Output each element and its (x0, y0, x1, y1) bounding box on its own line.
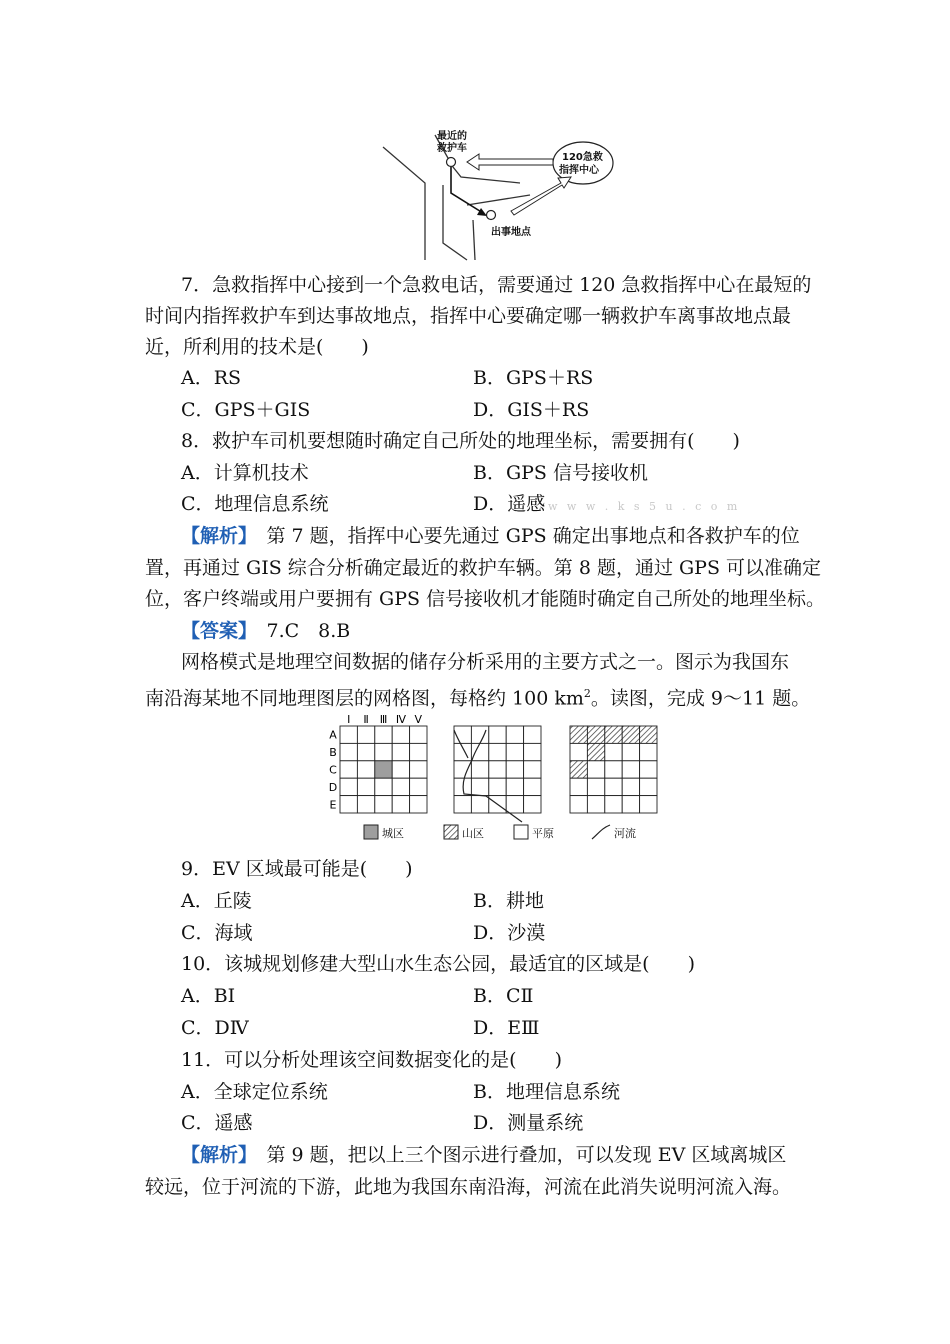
grid-cell-mountain (605, 726, 622, 743)
q9-option-a: A．丘陵 (181, 890, 252, 912)
grid-cell (410, 726, 427, 743)
q9-option-b: B．耕地 (473, 890, 544, 912)
grid-cell (605, 796, 622, 813)
grid-cell (375, 726, 392, 743)
road-line (383, 147, 425, 260)
q8-option-c: C．地理信息系统 (181, 493, 329, 515)
grid-cell (622, 761, 639, 778)
grid-cell (471, 743, 488, 760)
grid-cell (471, 796, 488, 813)
row-label: B (329, 746, 337, 760)
q10-option-c: C．DⅣ (181, 1017, 249, 1039)
grid-cell (471, 761, 488, 778)
center-label-line2: 指挥中心 (559, 165, 599, 176)
grid-cell-mountain (587, 743, 604, 760)
q8-option-d: D．遥感 (473, 493, 546, 515)
grid-cell (622, 743, 639, 760)
grid-cell (375, 796, 392, 813)
grid-cell (587, 761, 604, 778)
grid-cell (340, 796, 357, 813)
legend-river-swatch (592, 825, 610, 839)
analysis-tag: 【解析】 (181, 525, 248, 547)
accident-label: 出事地点 (491, 227, 531, 238)
grid-cell (506, 796, 523, 813)
column-label: Ⅱ (363, 713, 369, 726)
grid-cell (454, 796, 471, 813)
grid-cell (570, 796, 587, 813)
analysis1-line1 (181, 524, 800, 548)
grid-cell (340, 761, 357, 778)
intro-line2 (145, 682, 810, 710)
analysis2-line1 (181, 1143, 786, 1167)
grid-cell (506, 761, 523, 778)
grid-cell (622, 778, 639, 795)
intro-line1: 网格模式是地理空间数据的储存分析采用的主要方式之一。图示为我国东 (181, 651, 790, 673)
grid-cell (524, 726, 541, 743)
grid-cell (357, 778, 374, 795)
grid-cell (605, 743, 622, 760)
q7-option-c: C．GPS＋GIS (181, 399, 311, 421)
grid-cell-mountain (622, 726, 639, 743)
road-line (467, 195, 530, 205)
q10-option-b: B．CⅡ (473, 985, 534, 1007)
grid-cell (392, 761, 409, 778)
q7-line2: 时间内指挥救护车到达事故地点，指挥中心要确定哪一辆救护车离事故地点最 (145, 305, 792, 327)
column-label: Ⅳ (395, 713, 406, 726)
column-label: Ⅴ (414, 713, 423, 726)
analysis2-text: 第 9 题，把以上三个图示进行叠加，可以发现 EV 区域离城区 (247, 1144, 787, 1166)
grid-cell (524, 778, 541, 795)
q10-option-a: A．BⅠ (181, 985, 236, 1007)
grid-cell (570, 743, 587, 760)
q11-line1: 11．可以分析处理该空间数据变化的是( ) (181, 1049, 563, 1071)
answer-tag: 【答案】 (181, 620, 248, 642)
q8-option-b: B．GPS 信号接收机 (473, 462, 648, 484)
analysis1-line3: 位，客户终端或用户要拥有 GPS 信号接收机才能随时确定自己所处的地理坐标。 (145, 588, 826, 610)
q7-line3: 近，所利用的技术是( ) (145, 336, 369, 358)
q7-line1: 7．急救指挥中心接到一个急救电话，需要通过 120 急救指挥中心在最短的 (181, 274, 812, 296)
grid-cell (471, 726, 488, 743)
legend-river-label: 河流 (614, 827, 636, 840)
grid-cell (605, 761, 622, 778)
q8-option-a: A．计算机技术 (181, 462, 309, 484)
grid-cell (410, 778, 427, 795)
analysis1-line2: 置，再通过 GIS 综合分析确定最近的救护车辆。第 8 题，通过 GPS 可以准确定 (145, 557, 822, 579)
grid-cell (640, 778, 657, 795)
q9-option-d: D．沙漠 (473, 922, 546, 944)
grid-cell-mountain (570, 761, 587, 778)
q11-option-a: A．全球定位系统 (181, 1081, 328, 1103)
grid-cell (357, 796, 374, 813)
grid-cell (489, 726, 506, 743)
grid-cell (471, 778, 488, 795)
intro-superscript: 2 (583, 687, 591, 700)
grid-cell (340, 778, 357, 795)
q7-option-b: B．GPS＋RS (473, 367, 594, 389)
q8-line1: 8．救护车司机要想随时确定自己所处的地理坐标，需要拥有( ) (181, 430, 740, 452)
grid-cell (410, 761, 427, 778)
analysis-tag: 【解析】 (181, 1144, 248, 1166)
grid-cell (640, 743, 657, 760)
grid-cell (392, 796, 409, 813)
grid-cell (506, 726, 523, 743)
grid-layer-3 (570, 726, 657, 813)
q9-line1: 9．EV 区域最可能是( ) (181, 858, 413, 880)
grid-layers-figure (326, 712, 666, 847)
answer1-line (181, 619, 350, 643)
signal-arrow-to-ambulance (467, 154, 553, 170)
legend-plain-swatch (514, 825, 528, 839)
route-arrow (451, 167, 483, 213)
grid-cell (375, 778, 392, 795)
grid-cell (587, 778, 604, 795)
grid-cell (524, 761, 541, 778)
q11-option-d: D．测量系统 (473, 1112, 584, 1134)
row-label: D (328, 780, 338, 794)
grid-cell (489, 761, 506, 778)
grid-cell (605, 778, 622, 795)
grid-cell-mountain (570, 726, 587, 743)
grid-cell (392, 726, 409, 743)
grid-cell-mountain (640, 726, 657, 743)
answer1-text: 7.C 8.B (247, 620, 351, 642)
row-label: E (329, 798, 337, 812)
grid-cell (357, 743, 374, 760)
ambulance-point (447, 158, 456, 167)
legend-city-swatch (364, 825, 378, 839)
grid-cell-mountain (587, 726, 604, 743)
grid-cell (454, 743, 471, 760)
route-arrowhead (477, 208, 487, 216)
legend-plain-label: 平原 (532, 827, 554, 840)
accident-point (487, 211, 496, 220)
center-label-line1: 120急救 (562, 152, 603, 163)
analysis1-text: 第 7 题，指挥中心要先通过 GPS 确定出事地点和各救护车的位 (247, 525, 800, 547)
q10-line1: 10．该城规划修建大型山水生态公园，最适宜的区域是( ) (181, 953, 696, 975)
ambulance-label-line2: 救护车 (437, 143, 467, 154)
grid-cell-city (375, 761, 392, 778)
grid-cell (506, 743, 523, 760)
analysis2-line2: 较远，位于河流的下游，此地为我国东南沿海，河流在此消失说明河流入海。 (145, 1176, 792, 1198)
intro-line2-tail: 。读图，完成 9～11 题。 (590, 687, 811, 710)
column-label: Ⅲ (379, 713, 388, 726)
column-label: Ⅰ (347, 713, 351, 726)
ambulance-dispatch-figure (375, 125, 625, 265)
grid-cell (454, 761, 471, 778)
grid-cell (392, 778, 409, 795)
grid-cell (410, 743, 427, 760)
q7-option-d: D．GIS＋RS (473, 399, 590, 421)
grid-cell (640, 761, 657, 778)
grid-layer-1 (340, 726, 427, 813)
intro-line2-text: 南沿海某地不同地理图层的网格图，每格约 100 km (145, 687, 584, 710)
grid-cell (622, 796, 639, 813)
legend-mountain-label: 山区 (462, 827, 484, 840)
grid-cell (340, 743, 357, 760)
watermark: w w w . k s 5 u . c o m (548, 500, 741, 513)
grid-cell (375, 743, 392, 760)
grid-cell (392, 743, 409, 760)
ambulance-label-line1: 最近的 (437, 131, 467, 142)
grid-cell (410, 796, 427, 813)
grid-cell (506, 778, 523, 795)
q10-option-d: D．EⅢ (473, 1017, 540, 1039)
grid-cell (357, 761, 374, 778)
q9-option-c: C．海域 (181, 922, 253, 944)
road-line (473, 220, 475, 260)
grid-cell (640, 796, 657, 813)
grid-cell (524, 743, 541, 760)
q7-option-a: A．RS (181, 367, 242, 389)
row-label: C (329, 763, 337, 777)
legend-mountain-swatch (444, 825, 458, 839)
grid-cell (357, 726, 374, 743)
q11-option-b: B．地理信息系统 (473, 1081, 620, 1103)
grid-cell (570, 778, 587, 795)
grid-cell (489, 743, 506, 760)
grid-cell (587, 796, 604, 813)
legend-city-label: 城区 (382, 827, 404, 840)
grid-cell (524, 796, 541, 813)
row-label: A (329, 728, 337, 742)
q11-option-c: C．遥感 (181, 1112, 253, 1134)
grid-cell (489, 778, 506, 795)
grid-cell (340, 726, 357, 743)
